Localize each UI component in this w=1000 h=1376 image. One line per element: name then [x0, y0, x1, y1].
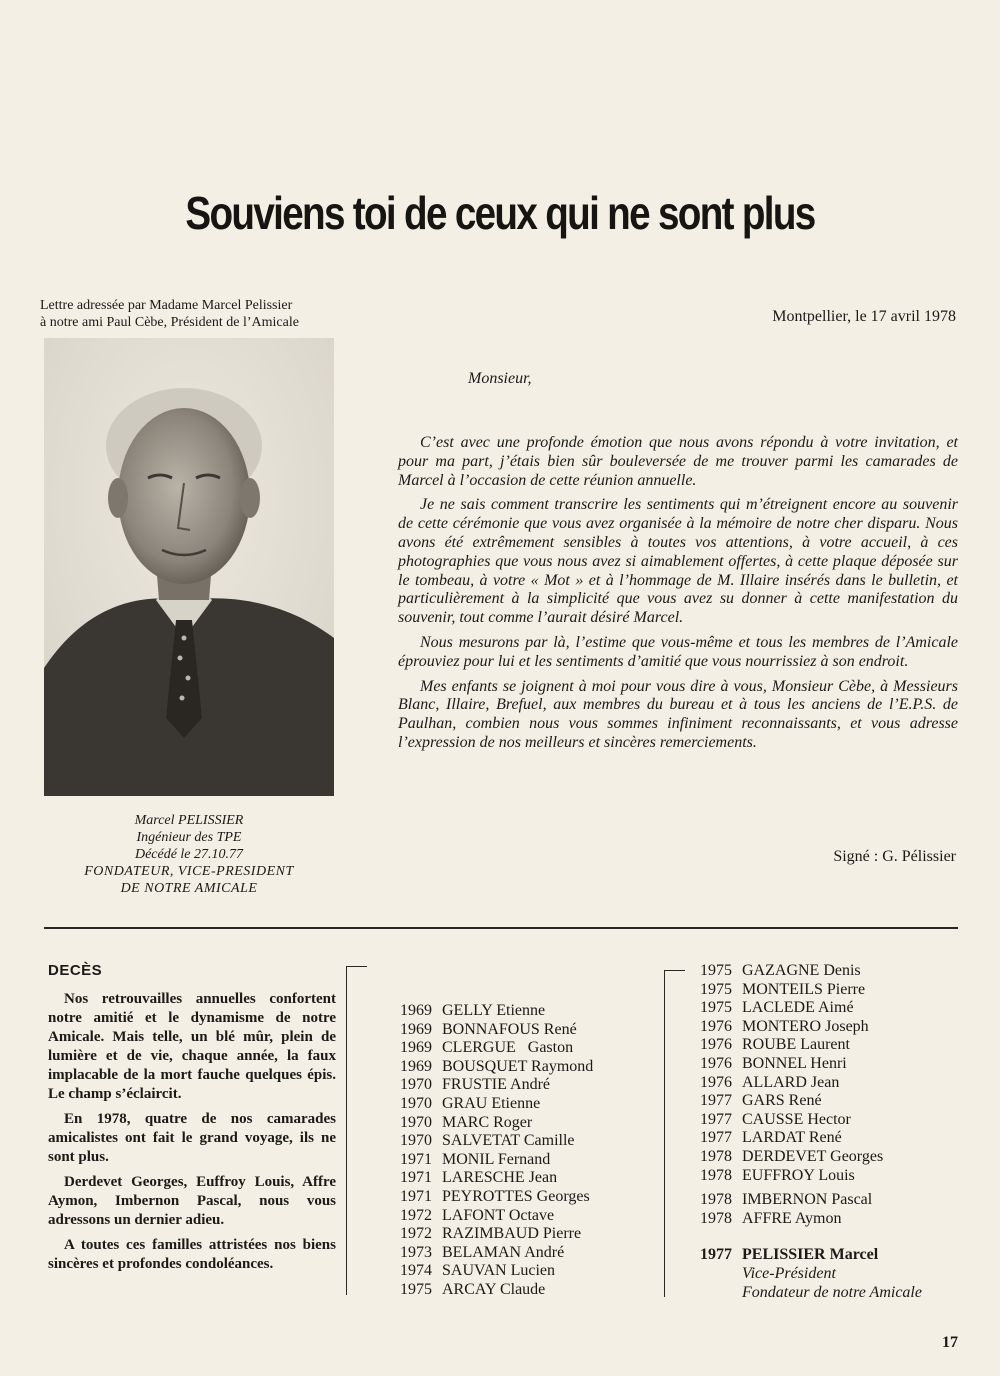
list-year: 1969 — [400, 1002, 432, 1019]
list-item — [400, 1169, 593, 1188]
list-year: 1978 — [700, 1191, 732, 1209]
list-year: 1972 — [400, 1225, 432, 1243]
list-item — [700, 1018, 883, 1037]
pelissier-entry — [700, 1245, 922, 1302]
deces-paragraph: Derdevet Georges, Euffroy Louis, Affre Aymon, Imbernon Pascal, nous vous adressons un dernier adieu. — [48, 1174, 336, 1228]
dateline: Montpellier, le 17 avril 1978 — [772, 308, 956, 325]
list-name: BONNEL Henri — [742, 1054, 847, 1072]
list-name: GAZAGNE Denis — [742, 962, 861, 979]
pelissier-role: Vice-Président — [742, 1265, 836, 1282]
letter-signature: Signé : G. Pélissier — [833, 848, 956, 865]
list-name: GELLY Etienne — [442, 1002, 546, 1019]
caption-founder-2: DE NOTRE AMICALE — [120, 881, 258, 896]
list-item — [400, 1225, 593, 1244]
deces-text — [48, 990, 336, 1280]
list-item — [400, 1281, 593, 1300]
list-year: 1975 — [700, 962, 732, 979]
list-item — [700, 1036, 883, 1055]
list-name: BELAMAN André — [442, 1243, 565, 1261]
list-name: MONTERO Joseph — [742, 1017, 869, 1035]
list-item — [400, 1188, 593, 1207]
list-item — [400, 1262, 593, 1281]
list-item — [400, 1207, 593, 1226]
list-name: LACLEDE Aimé — [742, 999, 854, 1017]
portrait-photo — [44, 338, 334, 796]
list-item — [400, 1114, 593, 1133]
list-item — [700, 1111, 883, 1130]
pelissier-name-row — [700, 1245, 922, 1264]
letter-paragraph: Nous mesurons par là, l’estime que vous-même et tous les membres de l’Amicale éprouviez pour lui et les sentiments d’amitié que vous nourrissiez à son endroit. — [398, 633, 958, 670]
page-title: Souviens toi de ceux qui ne sont plus — [185, 187, 815, 239]
list-year: 1971 — [400, 1169, 432, 1187]
list-year: 1978 — [700, 1147, 732, 1165]
list-year: 1970 — [400, 1113, 432, 1131]
list-year: 1976 — [700, 1036, 732, 1054]
list-item — [700, 1055, 883, 1074]
list-year: 1973 — [400, 1243, 432, 1261]
section-divider — [44, 927, 958, 929]
list-item — [700, 1092, 883, 1111]
list-item — [400, 1244, 593, 1263]
list-name: ALLARD Jean — [742, 1073, 840, 1091]
list-item — [400, 1021, 593, 1040]
list-item — [700, 1167, 883, 1186]
list-year: 1977 — [700, 1110, 732, 1128]
caption-died: Décédé le 27.10.77 — [134, 847, 244, 862]
list-item — [700, 1148, 883, 1167]
list-name: DERDEVET Georges — [742, 1147, 884, 1165]
list-year: 1971 — [400, 1187, 432, 1205]
list-name: LAFONT Octave — [442, 1206, 555, 1224]
list-name: SALVETAT Camille — [442, 1132, 575, 1150]
list-year: 1970 — [400, 1076, 432, 1094]
list-year: 1978 — [700, 1166, 732, 1184]
list-year: 1975 — [700, 980, 732, 998]
list-item — [700, 981, 883, 1000]
list-year: 1969 — [400, 1057, 432, 1075]
list-item — [700, 962, 883, 981]
deces-paragraph: A toutes ces familles attristées nos biens sincères et profondes condoléances. — [48, 1237, 336, 1272]
list-name: IMBERNON Pascal — [742, 1191, 873, 1209]
page-number: 17 — [942, 1334, 958, 1351]
list-item — [400, 1132, 593, 1151]
list-name: MARC Roger — [442, 1113, 533, 1131]
intro-line-2: à notre ami Paul Cèbe, Président de l’Amicale — [40, 315, 299, 330]
list-name: GARS René — [742, 1092, 822, 1110]
list-bracket-right — [664, 970, 685, 1297]
list-name: RAZIMBAUD Pierre — [442, 1225, 582, 1243]
list-name: GRAU Etienne — [442, 1094, 541, 1112]
list-name: BOUSQUET Raymond — [442, 1057, 594, 1075]
list-name: ROUBE Laurent — [742, 1036, 850, 1054]
list-item — [700, 1074, 883, 1093]
list-item — [400, 1058, 593, 1077]
list-name: MONTEILS Pierre — [742, 980, 866, 998]
list-item — [400, 1151, 593, 1170]
caption-founder-1: FONDATEUR, VICE-PRESIDENT — [84, 864, 294, 879]
caption-role: Ingénieur des TPE — [136, 830, 242, 845]
deces-paragraph: Nos retrouvailles annuelles confortent notre amitié et le dynamisme de notre Amicale. Mais telle, un blé mûr, plein de lumière et de vie, chaque année, la faux implacable de la mort fauche quelques épis. Le champ s’éclaircit. — [48, 991, 336, 1102]
list-bracket-left — [346, 966, 367, 1295]
intro-line-1: Lettre adressée par Madame Marcel Pelissier — [40, 298, 293, 313]
list-year: 1974 — [400, 1262, 432, 1280]
list-name: SAUVAN Lucien — [442, 1262, 556, 1280]
list-name: EUFFROY Louis — [742, 1166, 855, 1184]
list-item — [400, 1039, 593, 1058]
deceased-list-2 — [700, 962, 883, 1228]
list-name: LARDAT René — [742, 1129, 842, 1147]
list-name: FRUSTIE André — [442, 1076, 550, 1094]
list-name: AFFRE Aymon — [742, 1209, 842, 1227]
list-item — [700, 1210, 883, 1229]
letter-paragraph: Je ne sais comment transcrire les sentiments qui m’étreignent encore au souvenir de cette cérémonie que vous avez organisée à la mémoire de notre cher disparu. Nous avons été extrêmement sensibles à toutes vos attentions, à votre accueil, à ces photographies que vous nous avez si aimablement offertes, à cette plaque déposée sur le tombeau, à votre « Mot » et à l’hommage de M. Illaire insérés dans le bulletin, et particulièrement à la simplicité que vous avez su donner à cette manifestation du souvenir, tout comme l’aurait désiré Marcel. — [398, 496, 958, 627]
list-item — [400, 1095, 593, 1114]
list-year: 1975 — [400, 1280, 432, 1298]
letter-body — [398, 434, 958, 759]
list-year: 1970 — [400, 1094, 432, 1112]
list-name: LARESCHE Jean — [442, 1169, 558, 1187]
list-item — [700, 1191, 883, 1210]
list-item — [700, 999, 883, 1018]
letter-salutation: Monsieur, — [468, 370, 532, 387]
list-year: 1978 — [700, 1209, 732, 1227]
deces-heading: DECÈS — [48, 962, 103, 979]
list-year: 1976 — [700, 1073, 732, 1091]
list-year: 1976 — [700, 1017, 732, 1035]
list-year: 1975 — [700, 999, 732, 1017]
list-name: PEYROTTES Georges — [442, 1187, 590, 1205]
list-name: MONIL Fernand — [442, 1150, 551, 1168]
list-name: ARCAY Claude — [442, 1280, 546, 1298]
list-name: PELISSIER Marcel — [742, 1246, 879, 1263]
list-year: 1970 — [400, 1132, 432, 1150]
letter-paragraph: C’est avec une profonde émotion que nous avons répondu à votre invitation, et pour ma part, j’étais bien sûr bouleversée de me trouver parmi les camarades de Marcel à l’occasion de cette réunion annuelle. — [398, 434, 958, 489]
list-item — [400, 1002, 593, 1021]
list-year: 1977 — [700, 1246, 732, 1263]
caption-name: Marcel PELISSIER — [134, 813, 244, 828]
list-item — [400, 1076, 593, 1095]
list-name: CAUSSE Hector — [742, 1110, 851, 1128]
list-year: 1976 — [700, 1054, 732, 1072]
list-item — [700, 1129, 883, 1148]
list-year: 1972 — [400, 1206, 432, 1224]
list-year: 1977 — [700, 1092, 732, 1110]
deces-paragraph: En 1978, quatre de nos camarades amicalistes ont fait le grand voyage, ils ne sont plus. — [48, 1111, 336, 1165]
list-name: BONNAFOUS René — [442, 1020, 577, 1038]
photo-caption — [44, 812, 334, 897]
pelissier-founder: Fondateur de notre Amicale — [742, 1284, 922, 1301]
letter-intro — [40, 297, 360, 331]
list-year: 1969 — [400, 1039, 432, 1057]
list-year: 1969 — [400, 1020, 432, 1038]
list-year: 1977 — [700, 1129, 732, 1147]
letter-paragraph: Mes enfants se joignent à moi pour vous dire à vous, Monsieur Cèbe, à Messieurs Blanc, Illaire, Brefuel, aux membres du bureau et à tous les anciens de l’E.P.S. de Paulhan, combien nous vous sommes infiniment reconnaissants, et vous adresse l’expression de nos meilleurs et sincères remerciements. — [398, 677, 958, 751]
list-name: CLERGUE Gaston — [442, 1039, 574, 1057]
list-year: 1971 — [400, 1150, 432, 1168]
portrait-illustration — [44, 338, 334, 796]
deceased-list-1 — [400, 1002, 593, 1300]
